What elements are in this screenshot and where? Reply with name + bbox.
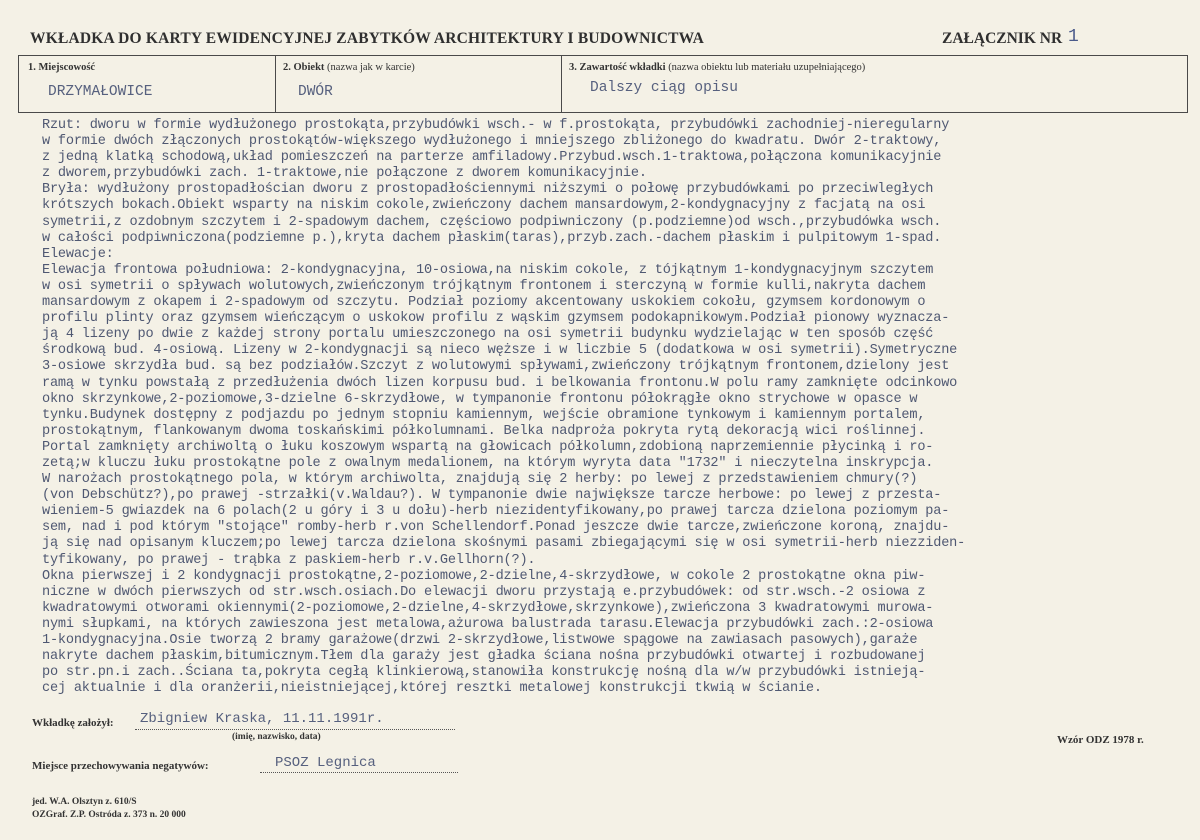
description-line: krótszych bokach.Obiekt wsparty na niskim cokole,zwieńczony dachem mansardowym,2-kondygnacyjny z facjatą na osi [42,198,926,214]
author-label: Wkładkę założył: [32,717,114,729]
description-line: Portal zamknięty archiwoltą o łuku koszowym wspartą na głowicach półkolumn,zdobioną naprzemiennie płycinką i ro- [42,439,934,455]
description-line: w całości podpiwniczona(podziemne p.),kryta dachem płaskim(taras),przyb.zach.-dachem płaskim i pulpitowym 1-spad. [42,230,942,246]
object-label [283,62,415,73]
description-line: Rzut: dworu w formie wydłużonego prostokąta,przybudówki wsch.- w f.prostokąta, przybudówki zachodniej-nieregularny [42,118,950,133]
description-line: niczne w dwóch pierwszych od str.wsch.osiach.Do elewacji dworu przystają e.przybudówek: od str.wsch.-2 osiowa z [42,584,926,600]
description-line: okno skrzynkowe,2-poziomowe,3-dzielne 6-skrzydłowe, w tympanonie frontonu półokrągłe okno strychowe w opasce w [42,391,918,407]
description-line: zetą;w kluczu łuku prostokątne pole z owalnym medalionem, na którym wyryta data "1732" i nieczytelna inskrypcja. [42,455,934,471]
print-info-1: jed. W.A. Olsztyn z. 610/S [32,797,137,807]
header-rule-top [18,55,1188,56]
description-line: w formie dwóch złączonych prostokątów-większego wydłużonego i mniejszego zbliżonego do kwadratu. Dwór 2-traktowy, [42,134,942,150]
description-line: ją się nad opisanym kluczem;po lewej tarcza dzielona skośnymi pasami zbiegającymi się w osi symetrii-herb niezziden- [42,536,966,552]
description-line: Elewacja frontowa południowa: 2-kondygnacyjna, 10-osiowa,na niskim cokole, z tójkątnym 1-kondygnacyjnym szczytem [42,262,934,278]
description-line: cej aktualnie i dla oranżerii,nieistniejącej,której resztki metalowej konstrukcji tkwią w ścianie. [42,681,822,697]
annex-label: ZAŁĄCZNIK NR [942,30,1063,47]
description-line: wieniem-5 gwiazdek na 6 polach(2 u góry i 3 u dołu)-herb niezidentyfikowany,po prawej tarcza dzielona poziomym pa- [42,504,950,520]
description-line: mansardowym z okapem i 2-spadowym od szczytu. Podział poziomy akcentowany uskokiem cokołu, gzymsem kordonowym o [42,295,926,311]
object-value: DWÓR [298,84,333,100]
description-line: Bryła: wydłużony prostopadłościan dworu z prostopadłościennymi niższymi o połowę przybudówkami po przeciwległych [42,182,934,198]
negatives-label: Miejsce przechowywania negatywów: [32,760,209,772]
description-line: ramą w tynku powstałą z przedłużenia dwóch lizen korpusu bud. i belkowania frontonu.W polu ramy zamknięte odcinkowo [42,375,958,391]
description-line: z jedną klatką schodową,układ pomieszczeń na parterze amfiladowy.Przybud.wsch.1-traktowa,połączona komunikacyjnie [42,150,942,166]
description-line: 3-osiowe skrzydła bud. są bez podziałów.Szczyt z wolutowymi spływami,zwieńczony trójkątnym frontonem,dzielony jest [42,359,950,375]
frame-right [1187,55,1188,112]
negatives-line [260,772,458,773]
description-line: nakryte dachem płaskim,bitumicznym.Tłem dla garaży jest gładka ściana nośna przybudówki otwartej i rozbudowanej [42,649,926,665]
description-line: W narożach prostokątnego pola, w którym archiwolta, znajdują się 2 herby: po lewej z przedstawieniem chmury(?) [42,472,918,488]
object-label-bold: 2. Obiekt [283,62,325,73]
description-line: w osi symetrii o spływach wolutowych,zwieńczonym trójkątnym frontonem i sterczyną w formie kulli,nakryta dachem [42,278,926,294]
card-title: WKŁADKA DO KARTY EWIDENCYJNEJ ZABYTKÓW ARCHITEKTURY I BUDOWNICTWA [30,30,705,47]
description-line: Elewacje: [42,246,114,262]
author-value: Zbigniew Kraska, 11.11.1991r. [140,711,384,727]
content-label-bold: 3. Zawartość wkładki [569,62,666,73]
place-label-text: 1. Miejscowość [28,62,96,73]
print-info-2: OZGraf. Z.P. Ostróda z. 373 n. 20 000 [32,810,186,820]
column-divider-2 [561,55,562,112]
description-line: Okna pierwszej i 2 kondygnacji prostokątne,2-poziomowe,2-dzielne,4-skrzydłowe, w cokole 2 prostokątne okna piw- [42,568,926,584]
header-rule-bottom [18,112,1188,113]
description-line: z dworem,przybudówki zach. 1-traktowe,nie połączone z dworem komunikacyjnie. [42,166,647,182]
description-line: tynku.Budynek dostępny z podjazdu po jednym stopniu kamiennym, wejście obramione tynkowym i kamiennym portalem, [42,407,926,423]
object-label-hint: (nazwa jak w karcie) [327,62,415,73]
description-line: po str.pn.i zach..Ściana ta,pokryta cegłą klinkierową,stanowiła konstrukcję nośną dla w/w przybudówki istnieją- [42,665,926,681]
description-line: (von Debschütz?),po prawej -strzałki(v.Waldau?). W tympanonie dwie największe tarcze herbowe: po lewej z przesta- [42,488,942,504]
description-line: prostokątnym, flankowanym dwoma toskańskimi półkolumnami. Belka nadproża pokryta rytą dekoracją wici roślinnej. [42,423,926,439]
description-line: profilu plinty oraz gzymsem wieńczącym o uskokow profilu z wąskim gzymsem podokapnikowym.Podział pionowy wyznacza- [42,311,950,327]
description-body [42,118,1182,697]
content-label [569,62,865,73]
description-line: symetrii,z ozdobnym szczytem i 2-spadowym dachem, częściowo podpiwniczony (p.podziemne)od wsch.,przybudówka wsch. [42,214,942,230]
content-value: Dalszy ciąg opisu [590,80,738,96]
form-model: Wzór ODZ 1978 r. [1057,734,1144,746]
frame-left [18,55,19,112]
author-hint: (imię, nazwisko, data) [232,732,321,742]
description-line: ją 4 lizeny po dwie z każdej strony portalu umieszczonego na osi symetrii budynku wydzielając w ten sposób część [42,327,934,343]
description-line: tyfikowany, po prawej - trąbka z paskiem-herb r.v.Gellhorn(?). [42,552,536,568]
place-label [28,62,95,73]
column-divider-1 [275,55,276,112]
author-line [135,729,455,730]
place-value: DRZYMAŁOWICE [48,84,153,100]
description-line: 1-kondygnacyjna.Osie tworzą 2 bramy garażowe(drzwi 2-skrzydłowe,listwowe spągowe na zawiasach pasowych),garaże [42,633,918,648]
negatives-value: PSOZ Legnica [275,755,376,771]
annex-number: 1 [1068,27,1079,47]
description-line: środkową bud. 4-osiową. Lizeny w 2-kondygnacji są nieco węższe i w liczbie 5 (dodatkowa w osi symetrii).Symetryczne [42,343,958,359]
description-line: nymi słupkami, na których zawieszona jest metalowa,ażurowa balustrada tarasu.Elewacja przybudówki zach.:2-osiowa [42,616,934,632]
description-line: kwadratowymi otworami okiennymi(2-poziomowe,2-dzielne,4-skrzydłowe,skrzynkowe),zwieńczona 3 kwadratowymi murowa- [42,600,934,616]
description-line: sem, nad i pod którym "stojące" romby-herb r.von Schellendorf.Ponad jeszcze dwie tarcze,zwieńczone koroną, znajdu- [42,520,950,536]
content-label-hint: (nazwa obiektu lub materiału uzupełniającego) [668,62,866,73]
